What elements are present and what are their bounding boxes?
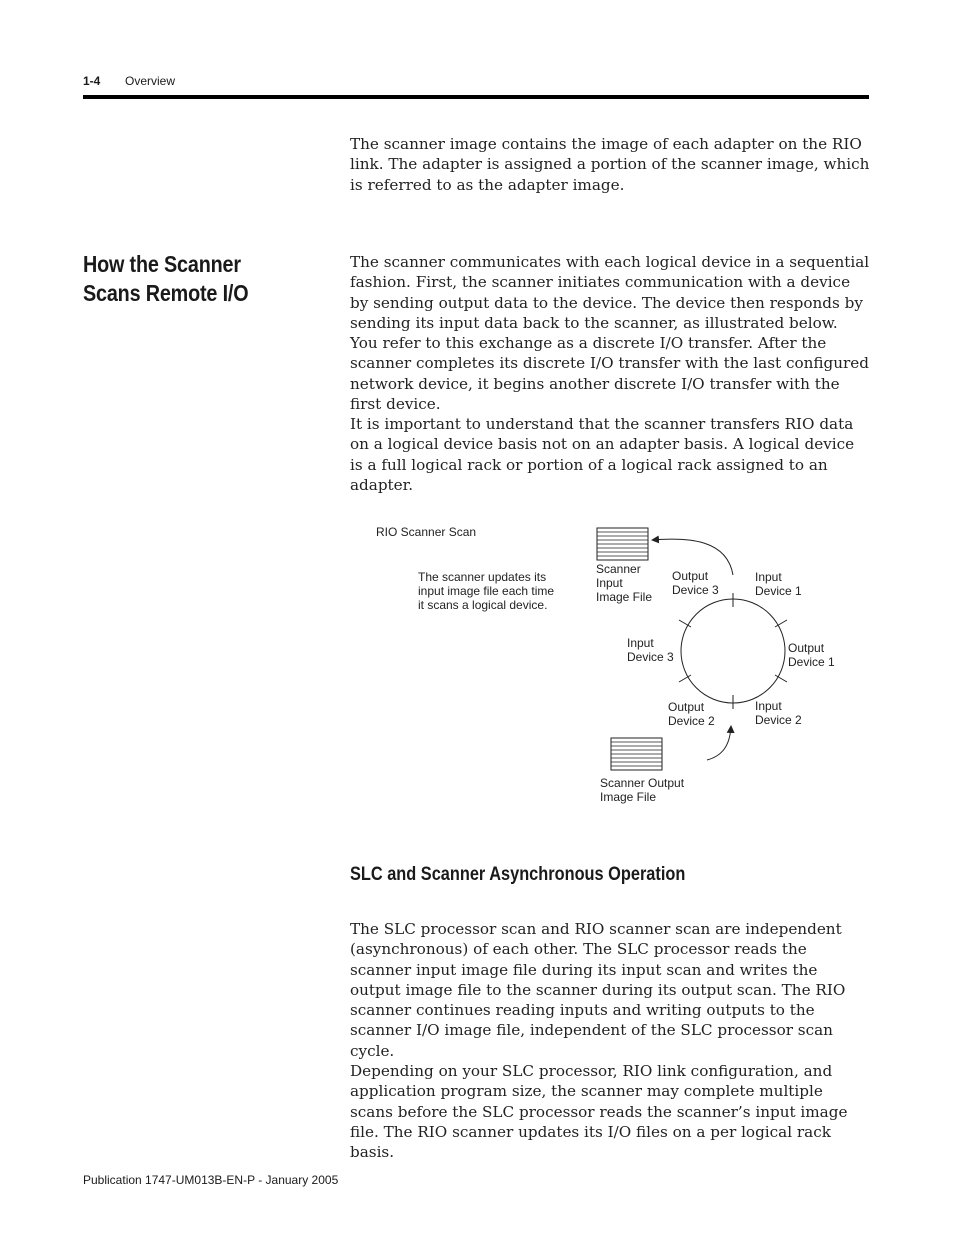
intro-paragraph: The scanner image contains the image of each adapter on the RIO link. The adapter is assigned a portion of the scanner image, which is referred to as the adapter image.: [350, 135, 870, 194]
output-device-3-label: Output Device 3: [672, 569, 719, 597]
scanner-output-image-file-icon: [611, 738, 662, 770]
output-device-2-label: Output Device 2: [668, 700, 715, 728]
scanner-input-image-file-label: Scanner Input Image File: [596, 562, 653, 604]
footer-publication: Publication 1747-UM013B-EN-P - January 2005: [83, 1173, 339, 1187]
input-device-2-label: Input Device 2: [755, 699, 802, 727]
figure-note: The scanner updates its input image file each time it scans a logical device.: [418, 570, 555, 612]
input-device-3-label: Input Device 3: [627, 636, 674, 664]
running-header-section: Overview: [125, 74, 176, 88]
scan-ring: [681, 599, 785, 703]
section-paragraph-2: It is important to understand that the scanner transfers RIO data on a logical device basis not on an adapter basis. A logical device is a full logical rack or portion of a logical rack assigned to an adapter.: [350, 415, 855, 494]
sub-paragraph-1: The SLC processor scan and RIO scanner scan are independent (asynchronous) of each other. The SLC processor reads the scanner input image file during its input scan and writes the output image file to the scanner during its output scan. The RIO scanner continues reading inputs and writing outputs to the scanner I/O image file, independent of the SLC processor scan cycle.: [350, 920, 846, 1060]
figure-title: RIO Scanner Scan: [376, 525, 477, 539]
scanner-input-image-file-icon: [597, 528, 648, 560]
section-paragraph-1: The scanner communicates with each logical device in a sequential fashion. First, the scanner initiates communication with a device by sending output data to the device. The device then responds by sending its input data back to the scanner, as illustrated below. You refer to this exchange as a discrete I/O transfer. After the scanner completes its discrete I/O transfer with the last configured network device, it begins another discrete I/O transfer with the first device.: [350, 253, 870, 414]
output-transfer-arrow: [707, 726, 731, 760]
section-heading: How the Scanner Scans Remote I/O: [83, 251, 249, 306]
input-device-1-label: Input Device 1: [755, 570, 802, 598]
device-tick-marks: [679, 593, 787, 709]
page-number: 1-4: [83, 74, 101, 88]
output-device-1-label: Output Device 1: [788, 641, 835, 669]
subheading: SLC and Scanner Asynchronous Operation: [350, 864, 686, 885]
scanner-output-image-file-label: Scanner Output Image File: [600, 776, 685, 804]
sub-paragraph-2: Depending on your SLC processor, RIO link configuration, and application program size, the scanner may complete multiple scans before the SLC processor reads the scanner’s input image file. The RIO scanner updates its I/O files on a per logical rack basis.: [350, 1062, 848, 1162]
